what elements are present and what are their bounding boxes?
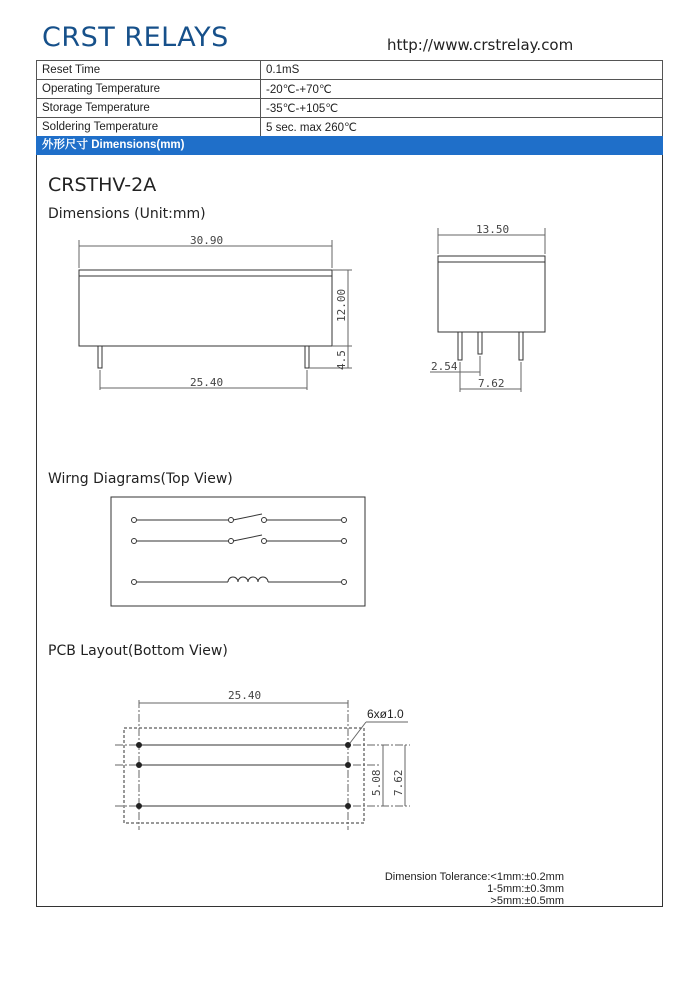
wiring-heading: Wirng Diagrams(Top View)	[48, 471, 233, 487]
hole	[345, 742, 351, 748]
pcb-outline	[124, 728, 364, 823]
tolerance-line: Dimension Tolerance:<1mm:±0.2mm	[384, 871, 564, 883]
spec-value: 5 sec. max 260℃	[261, 118, 663, 137]
dim-pin-pitch: 25.40	[190, 376, 224, 389]
spec-label: Soldering Temperature	[37, 118, 261, 137]
dim-row-2: 7.62	[392, 769, 405, 796]
spec-label: Reset Time	[37, 61, 261, 80]
dim-width: 13.50	[476, 223, 510, 236]
pin-left	[98, 346, 102, 368]
model-title: CRSTHV-2A	[48, 174, 157, 196]
dim-pin-length: 4.5	[335, 350, 348, 370]
tolerance-note	[374, 871, 564, 907]
spec-value: 0.1mS	[261, 61, 663, 80]
side-view-drawing	[79, 240, 352, 390]
pcb-holes	[136, 742, 351, 809]
hole	[136, 742, 142, 748]
tolerance-line: 1-5mm:±0.3mm	[487, 883, 564, 895]
spec-value: -35℃-+105℃	[261, 99, 663, 118]
wiring-diagram	[111, 497, 365, 606]
hole	[136, 803, 142, 809]
hole	[136, 762, 142, 768]
pin-right	[305, 346, 309, 368]
pcb-heading: PCB Layout(Bottom View)	[48, 643, 228, 659]
dim-height: 12.00	[335, 288, 348, 322]
brand-logo: CRST RELAYS	[42, 22, 229, 53]
pin-end-1	[458, 332, 462, 360]
spec-label: Storage Temperature	[37, 99, 261, 118]
dim-pin-span: 7.62	[478, 377, 505, 390]
dim-length: 30.90	[190, 234, 224, 247]
dim-pcb-pitch: 25.40	[228, 689, 262, 702]
website-url[interactable]: http://www.crstrelay.com	[387, 36, 574, 54]
hole	[345, 803, 351, 809]
relay-body-end	[438, 256, 545, 332]
pin-end-2	[478, 332, 482, 354]
tolerance-line: >5mm:±0.5mm	[490, 895, 564, 907]
wiring-frame	[111, 497, 365, 606]
section-band: 外形尺寸 Dimensions(mm)	[36, 136, 663, 155]
pcb-layout-drawing	[115, 700, 410, 830]
spec-label: Operating Temperature	[37, 80, 261, 99]
pin-end-3	[519, 332, 523, 360]
spec-value: -20℃-+70℃	[261, 80, 663, 99]
coil-symbol	[228, 577, 268, 582]
dim-row-1: 5.08	[370, 769, 383, 796]
hole-spec: 6xø1.0	[367, 707, 404, 721]
relay-body-side	[79, 270, 332, 346]
dimensions-heading: Dimensions (Unit:mm)	[48, 206, 206, 222]
dim-pin-offset: 2.54	[431, 360, 458, 373]
hole	[345, 762, 351, 768]
